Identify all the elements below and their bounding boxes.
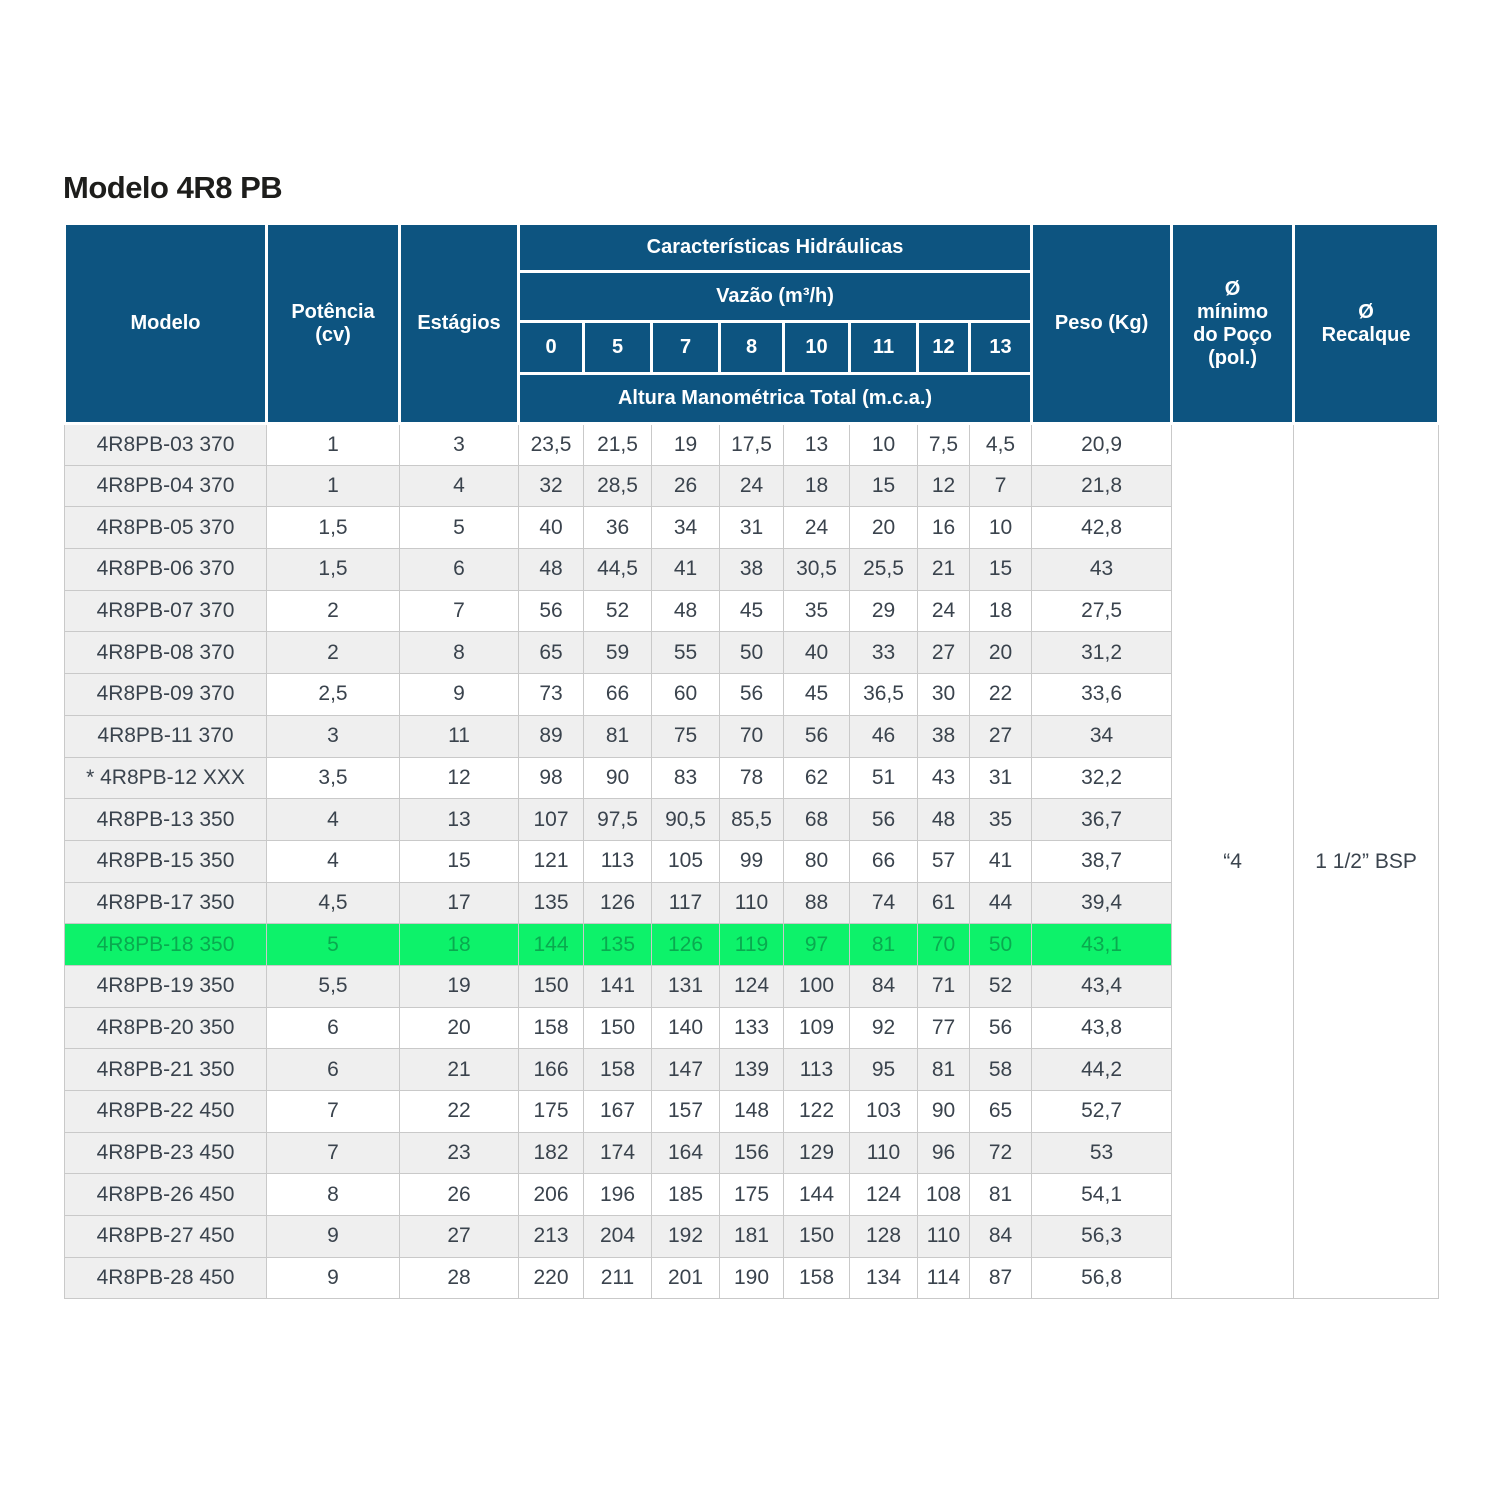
cell-altura-0: 89 — [519, 715, 584, 757]
cell-estagios: 27 — [400, 1216, 519, 1258]
cell-altura-5: 128 — [850, 1216, 918, 1258]
cell-modelo: 4R8PB-04 370 — [65, 465, 267, 507]
cell-peso: 32,2 — [1032, 757, 1172, 799]
cell-potencia: 4 — [267, 840, 400, 882]
cell-altura-5: 84 — [850, 965, 918, 1007]
cell-modelo: 4R8PB-17 350 — [65, 882, 267, 924]
cell-modelo: 4R8PB-13 350 — [65, 799, 267, 841]
cell-modelo: 4R8PB-28 450 — [65, 1257, 267, 1299]
cell-estagios: 18 — [400, 924, 519, 966]
cell-altura-0: 175 — [519, 1091, 584, 1133]
cell-altura-4: 97 — [784, 924, 850, 966]
cell-peso: 27,5 — [1032, 590, 1172, 632]
cell-peso: 44,2 — [1032, 1049, 1172, 1091]
cell-altura-4: 62 — [784, 757, 850, 799]
cell-altura-7: 52 — [970, 965, 1032, 1007]
cell-altura-3: 56 — [720, 674, 784, 716]
cell-potencia: 1 — [267, 465, 400, 507]
header-recalque-line2: Recalque — [1321, 323, 1411, 346]
page-title: Modelo 4R8 PB — [63, 170, 283, 205]
cell-altura-2: 126 — [652, 924, 720, 966]
cell-altura-7: 4,5 — [970, 424, 1032, 466]
cell-altura-4: 158 — [784, 1257, 850, 1299]
cell-altura-0: 98 — [519, 757, 584, 799]
cell-altura-7: 7 — [970, 465, 1032, 507]
cell-altura-4: 144 — [784, 1174, 850, 1216]
cell-altura-1: 174 — [584, 1132, 652, 1174]
cell-altura-3: 139 — [720, 1049, 784, 1091]
header-peso: Peso (Kg) — [1032, 224, 1172, 424]
header-potencia-line1: Potência — [291, 300, 375, 323]
cell-peso: 20,9 — [1032, 424, 1172, 466]
cell-potencia: 1 — [267, 424, 400, 466]
cell-altura-5: 103 — [850, 1091, 918, 1133]
cell-modelo: 4R8PB-20 350 — [65, 1007, 267, 1049]
cell-altura-4: 35 — [784, 590, 850, 632]
cell-altura-7: 56 — [970, 1007, 1032, 1049]
cell-altura-4: 45 — [784, 674, 850, 716]
header-flow-8: 8 — [720, 322, 784, 374]
header-poco-minimo — [1172, 224, 1294, 424]
cell-altura-3: 148 — [720, 1091, 784, 1133]
cell-altura-1: 150 — [584, 1007, 652, 1049]
cell-modelo: 4R8PB-15 350 — [65, 840, 267, 882]
cell-modelo: 4R8PB-03 370 — [65, 424, 267, 466]
cell-estagios: 26 — [400, 1174, 519, 1216]
cell-altura-5: 20 — [850, 507, 918, 549]
cell-altura-1: 97,5 — [584, 799, 652, 841]
cell-estagios: 9 — [400, 674, 519, 716]
cell-peso: 53 — [1032, 1132, 1172, 1174]
cell-altura-2: 19 — [652, 424, 720, 466]
cell-peso: 31,2 — [1032, 632, 1172, 674]
cell-altura-5: 95 — [850, 1049, 918, 1091]
header-potencia — [267, 224, 400, 424]
cell-modelo: 4R8PB-08 370 — [65, 632, 267, 674]
cell-estagios: 22 — [400, 1091, 519, 1133]
cell-altura-7: 44 — [970, 882, 1032, 924]
cell-altura-7: 50 — [970, 924, 1032, 966]
cell-altura-3: 24 — [720, 465, 784, 507]
cell-potencia: 3 — [267, 715, 400, 757]
cell-altura-4: 129 — [784, 1132, 850, 1174]
cell-altura-5: 25,5 — [850, 549, 918, 591]
cell-altura-1: 81 — [584, 715, 652, 757]
cell-altura-6: 24 — [918, 590, 970, 632]
header-poco-line3: do Poço — [1193, 323, 1272, 346]
cell-altura-6: 61 — [918, 882, 970, 924]
cell-poco-minimo: “4 — [1172, 424, 1294, 1299]
cell-altura-0: 32 — [519, 465, 584, 507]
cell-estagios: 15 — [400, 840, 519, 882]
header-flow-0: 0 — [519, 322, 584, 374]
cell-altura-3: 175 — [720, 1174, 784, 1216]
cell-altura-2: 90,5 — [652, 799, 720, 841]
cell-altura-3: 38 — [720, 549, 784, 591]
cell-altura-0: 73 — [519, 674, 584, 716]
cell-modelo: 4R8PB-22 450 — [65, 1091, 267, 1133]
cell-altura-6: 16 — [918, 507, 970, 549]
cell-altura-5: 46 — [850, 715, 918, 757]
cell-altura-5: 29 — [850, 590, 918, 632]
cell-peso: 34 — [1032, 715, 1172, 757]
header-flow-13: 13 — [970, 322, 1032, 374]
cell-altura-1: 66 — [584, 674, 652, 716]
cell-potencia: 4 — [267, 799, 400, 841]
cell-potencia: 5,5 — [267, 965, 400, 1007]
cell-peso: 54,1 — [1032, 1174, 1172, 1216]
cell-altura-7: 72 — [970, 1132, 1032, 1174]
cell-altura-0: 23,5 — [519, 424, 584, 466]
cell-potencia: 6 — [267, 1049, 400, 1091]
cell-altura-6: 96 — [918, 1132, 970, 1174]
cell-modelo: 4R8PB-05 370 — [65, 507, 267, 549]
cell-altura-1: 167 — [584, 1091, 652, 1133]
cell-altura-4: 80 — [784, 840, 850, 882]
cell-altura-6: 30 — [918, 674, 970, 716]
header-poco-line1: Ø — [1224, 277, 1241, 300]
cell-altura-5: 92 — [850, 1007, 918, 1049]
cell-altura-3: 70 — [720, 715, 784, 757]
cell-altura-4: 24 — [784, 507, 850, 549]
cell-altura-0: 48 — [519, 549, 584, 591]
cell-altura-2: 48 — [652, 590, 720, 632]
cell-modelo: 4R8PB-19 350 — [65, 965, 267, 1007]
cell-potencia: 2,5 — [267, 674, 400, 716]
cell-altura-5: 15 — [850, 465, 918, 507]
cell-altura-1: 204 — [584, 1216, 652, 1258]
cell-altura-7: 35 — [970, 799, 1032, 841]
cell-altura-7: 31 — [970, 757, 1032, 799]
cell-altura-0: 206 — [519, 1174, 584, 1216]
cell-altura-3: 156 — [720, 1132, 784, 1174]
cell-altura-1: 211 — [584, 1257, 652, 1299]
header-recalque-line1: Ø — [1358, 300, 1374, 323]
cell-altura-1: 113 — [584, 840, 652, 882]
cell-potencia: 7 — [267, 1132, 400, 1174]
cell-altura-0: 150 — [519, 965, 584, 1007]
cell-altura-0: 65 — [519, 632, 584, 674]
cell-altura-6: 114 — [918, 1257, 970, 1299]
cell-peso: 43,8 — [1032, 1007, 1172, 1049]
cell-altura-6: 43 — [918, 757, 970, 799]
cell-altura-5: 33 — [850, 632, 918, 674]
cell-altura-1: 44,5 — [584, 549, 652, 591]
cell-altura-6: 27 — [918, 632, 970, 674]
cell-altura-7: 10 — [970, 507, 1032, 549]
cell-potencia: 8 — [267, 1174, 400, 1216]
cell-altura-0: 135 — [519, 882, 584, 924]
cell-peso: 56,8 — [1032, 1257, 1172, 1299]
cell-altura-2: 131 — [652, 965, 720, 1007]
cell-potencia: 9 — [267, 1216, 400, 1258]
cell-estagios: 20 — [400, 1007, 519, 1049]
cell-altura-0: 182 — [519, 1132, 584, 1174]
cell-peso: 38,7 — [1032, 840, 1172, 882]
header-flow-7: 7 — [652, 322, 720, 374]
cell-peso: 39,4 — [1032, 882, 1172, 924]
header-flow-10: 10 — [784, 322, 850, 374]
cell-modelo: 4R8PB-07 370 — [65, 590, 267, 632]
cell-estagios: 17 — [400, 882, 519, 924]
header-caracteristicas-hidraulicas: Características Hidráulicas — [519, 224, 1032, 272]
cell-altura-7: 22 — [970, 674, 1032, 716]
cell-altura-2: 164 — [652, 1132, 720, 1174]
cell-potencia: 7 — [267, 1091, 400, 1133]
cell-altura-0: 121 — [519, 840, 584, 882]
cell-potencia: 6 — [267, 1007, 400, 1049]
cell-altura-6: 12 — [918, 465, 970, 507]
cell-altura-4: 100 — [784, 965, 850, 1007]
header-flow-11: 11 — [850, 322, 918, 374]
cell-potencia: 2 — [267, 632, 400, 674]
cell-altura-0: 213 — [519, 1216, 584, 1258]
cell-altura-5: 56 — [850, 799, 918, 841]
cell-altura-0: 166 — [519, 1049, 584, 1091]
cell-potencia: 1,5 — [267, 507, 400, 549]
cell-modelo: * 4R8PB-12 XXX — [65, 757, 267, 799]
cell-altura-3: 85,5 — [720, 799, 784, 841]
cell-altura-1: 52 — [584, 590, 652, 632]
cell-altura-1: 90 — [584, 757, 652, 799]
header-altura-manometrica: Altura Manométrica Total (m.c.a.) — [519, 374, 1032, 424]
header-modelo: Modelo — [65, 224, 267, 424]
header-poco-line4: (pol.) — [1208, 346, 1257, 369]
cell-potencia: 9 — [267, 1257, 400, 1299]
cell-estagios: 6 — [400, 549, 519, 591]
cell-altura-7: 58 — [970, 1049, 1032, 1091]
cell-potencia: 3,5 — [267, 757, 400, 799]
cell-altura-7: 84 — [970, 1216, 1032, 1258]
cell-altura-1: 141 — [584, 965, 652, 1007]
cell-altura-2: 185 — [652, 1174, 720, 1216]
cell-altura-2: 75 — [652, 715, 720, 757]
cell-altura-0: 158 — [519, 1007, 584, 1049]
cell-modelo: 4R8PB-09 370 — [65, 674, 267, 716]
cell-altura-1: 36 — [584, 507, 652, 549]
cell-peso: 21,8 — [1032, 465, 1172, 507]
cell-altura-2: 140 — [652, 1007, 720, 1049]
cell-altura-6: 90 — [918, 1091, 970, 1133]
cell-altura-6: 77 — [918, 1007, 970, 1049]
cell-altura-3: 31 — [720, 507, 784, 549]
cell-altura-6: 70 — [918, 924, 970, 966]
cell-altura-3: 78 — [720, 757, 784, 799]
cell-altura-5: 10 — [850, 424, 918, 466]
cell-potencia: 1,5 — [267, 549, 400, 591]
cell-altura-4: 113 — [784, 1049, 850, 1091]
cell-peso: 43,1 — [1032, 924, 1172, 966]
cell-altura-2: 157 — [652, 1091, 720, 1133]
cell-altura-6: 71 — [918, 965, 970, 1007]
cell-potencia: 4,5 — [267, 882, 400, 924]
cell-altura-1: 59 — [584, 632, 652, 674]
cell-altura-7: 20 — [970, 632, 1032, 674]
cell-altura-3: 181 — [720, 1216, 784, 1258]
cell-altura-2: 117 — [652, 882, 720, 924]
cell-altura-7: 15 — [970, 549, 1032, 591]
pump-spec-table — [63, 222, 1440, 1299]
header-flow-12: 12 — [918, 322, 970, 374]
table-row — [65, 424, 1439, 466]
cell-altura-2: 26 — [652, 465, 720, 507]
cell-altura-6: 57 — [918, 840, 970, 882]
header-poco-line2: mínimo — [1197, 300, 1269, 323]
cell-altura-5: 124 — [850, 1174, 918, 1216]
cell-potencia: 2 — [267, 590, 400, 632]
cell-altura-5: 51 — [850, 757, 918, 799]
cell-altura-5: 66 — [850, 840, 918, 882]
cell-altura-5: 36,5 — [850, 674, 918, 716]
cell-altura-3: 124 — [720, 965, 784, 1007]
cell-estagios: 8 — [400, 632, 519, 674]
cell-altura-2: 83 — [652, 757, 720, 799]
cell-altura-2: 192 — [652, 1216, 720, 1258]
cell-altura-3: 45 — [720, 590, 784, 632]
cell-modelo: 4R8PB-21 350 — [65, 1049, 267, 1091]
cell-altura-2: 105 — [652, 840, 720, 882]
cell-modelo: 4R8PB-18 350 — [65, 924, 267, 966]
cell-altura-2: 55 — [652, 632, 720, 674]
table-header — [65, 224, 1439, 424]
cell-altura-7: 41 — [970, 840, 1032, 882]
cell-peso: 36,7 — [1032, 799, 1172, 841]
cell-altura-7: 27 — [970, 715, 1032, 757]
cell-altura-2: 41 — [652, 549, 720, 591]
cell-altura-4: 150 — [784, 1216, 850, 1258]
header-potencia-line2: (cv) — [315, 323, 351, 346]
cell-altura-3: 133 — [720, 1007, 784, 1049]
cell-altura-5: 134 — [850, 1257, 918, 1299]
cell-estagios: 21 — [400, 1049, 519, 1091]
cell-altura-1: 21,5 — [584, 424, 652, 466]
cell-altura-4: 18 — [784, 465, 850, 507]
cell-altura-7: 81 — [970, 1174, 1032, 1216]
cell-altura-6: 110 — [918, 1216, 970, 1258]
cell-altura-4: 13 — [784, 424, 850, 466]
cell-altura-2: 147 — [652, 1049, 720, 1091]
cell-altura-5: 110 — [850, 1132, 918, 1174]
cell-peso: 43 — [1032, 549, 1172, 591]
cell-altura-3: 190 — [720, 1257, 784, 1299]
cell-altura-2: 34 — [652, 507, 720, 549]
cell-recalque: 1 1/2” BSP — [1294, 424, 1439, 1299]
cell-altura-3: 17,5 — [720, 424, 784, 466]
cell-altura-4: 109 — [784, 1007, 850, 1049]
cell-altura-7: 65 — [970, 1091, 1032, 1133]
cell-altura-1: 126 — [584, 882, 652, 924]
cell-potencia: 5 — [267, 924, 400, 966]
cell-altura-0: 220 — [519, 1257, 584, 1299]
cell-altura-6: 81 — [918, 1049, 970, 1091]
cell-altura-1: 135 — [584, 924, 652, 966]
cell-modelo: 4R8PB-26 450 — [65, 1174, 267, 1216]
cell-altura-7: 87 — [970, 1257, 1032, 1299]
cell-altura-0: 40 — [519, 507, 584, 549]
cell-modelo: 4R8PB-23 450 — [65, 1132, 267, 1174]
cell-altura-7: 18 — [970, 590, 1032, 632]
cell-estagios: 23 — [400, 1132, 519, 1174]
cell-altura-5: 81 — [850, 924, 918, 966]
cell-estagios: 3 — [400, 424, 519, 466]
header-flow-5: 5 — [584, 322, 652, 374]
cell-altura-3: 110 — [720, 882, 784, 924]
cell-modelo: 4R8PB-06 370 — [65, 549, 267, 591]
cell-altura-6: 48 — [918, 799, 970, 841]
cell-modelo: 4R8PB-27 450 — [65, 1216, 267, 1258]
cell-estagios: 5 — [400, 507, 519, 549]
cell-peso: 33,6 — [1032, 674, 1172, 716]
cell-altura-4: 122 — [784, 1091, 850, 1133]
cell-altura-0: 144 — [519, 924, 584, 966]
cell-estagios: 4 — [400, 465, 519, 507]
cell-altura-6: 21 — [918, 549, 970, 591]
header-estagios: Estágios — [400, 224, 519, 424]
cell-altura-1: 196 — [584, 1174, 652, 1216]
cell-altura-3: 50 — [720, 632, 784, 674]
cell-altura-0: 107 — [519, 799, 584, 841]
cell-peso: 56,3 — [1032, 1216, 1172, 1258]
cell-modelo: 4R8PB-11 370 — [65, 715, 267, 757]
cell-estagios: 7 — [400, 590, 519, 632]
cell-altura-1: 158 — [584, 1049, 652, 1091]
cell-altura-2: 201 — [652, 1257, 720, 1299]
cell-altura-0: 56 — [519, 590, 584, 632]
cell-altura-4: 30,5 — [784, 549, 850, 591]
cell-altura-6: 108 — [918, 1174, 970, 1216]
cell-altura-4: 68 — [784, 799, 850, 841]
cell-altura-6: 38 — [918, 715, 970, 757]
cell-estagios: 19 — [400, 965, 519, 1007]
cell-estagios: 11 — [400, 715, 519, 757]
cell-altura-3: 119 — [720, 924, 784, 966]
cell-altura-2: 60 — [652, 674, 720, 716]
cell-altura-3: 99 — [720, 840, 784, 882]
cell-estagios: 12 — [400, 757, 519, 799]
cell-peso: 43,4 — [1032, 965, 1172, 1007]
cell-peso: 42,8 — [1032, 507, 1172, 549]
table-body — [65, 424, 1439, 1299]
cell-altura-5: 74 — [850, 882, 918, 924]
cell-estagios: 28 — [400, 1257, 519, 1299]
cell-altura-4: 56 — [784, 715, 850, 757]
cell-altura-4: 88 — [784, 882, 850, 924]
cell-altura-4: 40 — [784, 632, 850, 674]
cell-peso: 52,7 — [1032, 1091, 1172, 1133]
header-vazao: Vazão (m³/h) — [519, 272, 1032, 322]
header-recalque — [1294, 224, 1439, 424]
cell-altura-1: 28,5 — [584, 465, 652, 507]
cell-altura-6: 7,5 — [918, 424, 970, 466]
cell-estagios: 13 — [400, 799, 519, 841]
